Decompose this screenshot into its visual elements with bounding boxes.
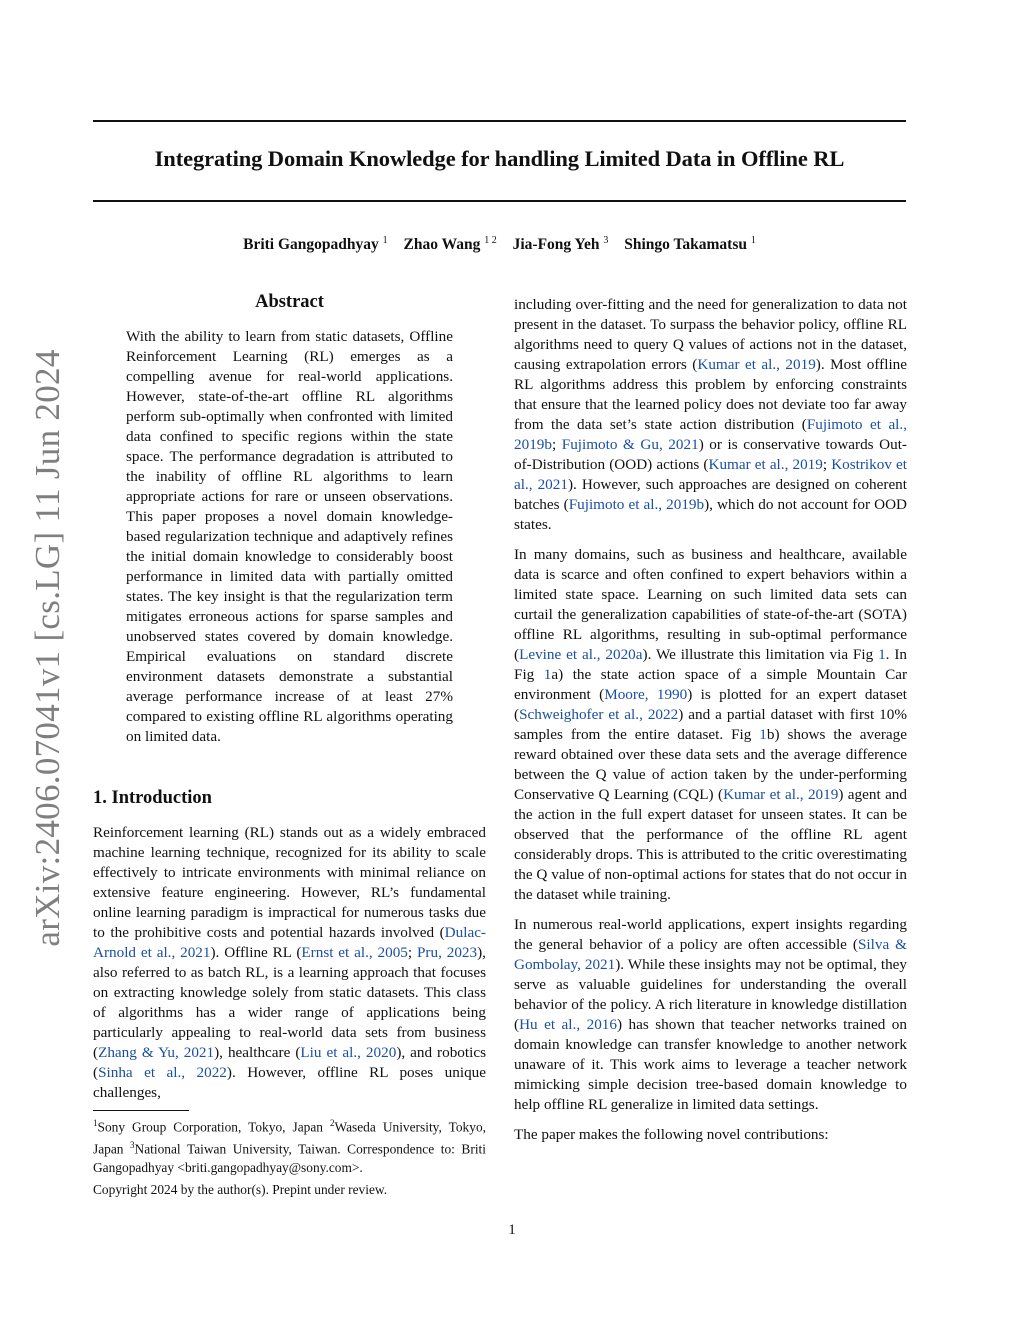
paragraph: In numerous real-world applications, expert insights regarding the general behavior of a policy are often accessible (Silva & Gombolay, 2021). While these insights may not be optimal, they serve as valuable guidelines for understanding the overall behavior of the policy. A rich literature in knowledge distillation (Hu et al., 2016) has shown that teacher networks trained on domain knowledge can transfer knowledge to another network unaware of it. This work aims to leverage a teacher network mimicking simple decision tree-based domain knowledge to help offline RL generalize in limited data settings. xyxy=(514,916,907,1113)
citation-link[interactable]: Fujimoto et al., 2019b xyxy=(568,496,705,513)
citation-link[interactable]: Zhang & Yu, 2021 xyxy=(98,1044,215,1061)
paragraph: Reinforcement learning (RL) stands out as a widely embraced machine learning technique, recognized for its ability to scale effectively to intricate environments with minimal reliance on extensive feature engineering. However, RL’s fundamental online learning paradigm is impractical for numerous tasks due to the prohibitive costs and potential hazards involved (Dulac-Arnold et al., 2021). Offline RL (Ernst et al., 2005; Pru, 2023), also referred to as batch RL, is a learning approach that focuses on extracting knowledge solely from static datasets. This class of algorithms has a wider range of applications being particularly appealing to real-world data sets from business (Zhang & Yu, 2021), healthcare (Liu et al., 2020), and robotics (Sinha et al., 2022). However, offline RL poses unique challenges, xyxy=(93,824,487,1101)
introduction-column xyxy=(93,823,486,1103)
citation-link[interactable]: Kostrikov et al., 2021 xyxy=(514,456,907,493)
author-name: Briti Gangopadhyay xyxy=(243,236,379,254)
author-list xyxy=(93,235,906,254)
citation-link[interactable]: Moore, 1990 xyxy=(604,686,688,703)
title-rule-bottom xyxy=(93,200,906,202)
citation-link[interactable]: Fujimoto et al., 2019b xyxy=(514,416,907,453)
paper-title: Integrating Domain Knowledge for handling Limited Data in Offline RL xyxy=(154,146,845,171)
author xyxy=(404,236,497,253)
copyright-notice: Copyright 2024 by the author(s). Prepint under review. xyxy=(93,1182,388,1197)
citation-link[interactable]: Silva & Gombolay, 2021 xyxy=(514,936,907,973)
section-heading-introduction: 1. Introduction xyxy=(93,788,212,808)
citation-link[interactable]: Pru, 2023 xyxy=(416,944,478,961)
abstract-heading: Abstract xyxy=(255,292,324,312)
author-name: Zhao Wang xyxy=(403,236,481,254)
affiliation-footnote: $^1$Sony Group Corporation, Tokyo, Japan $^2$Waseda University, Tokyo, Japan $^3$National Taiwan University, Taiwan. Correspondence to: Briti Gangopadhyay <briti.gangopadhyay@sony.com>. xyxy=(93,1118,486,1175)
citation-link[interactable]: Kumar et al., 2019 xyxy=(708,456,823,473)
right-column xyxy=(514,295,907,1145)
figure-ref-link[interactable]: 1 xyxy=(543,666,552,683)
citation-link[interactable]: Kumar et al., 2019 xyxy=(697,356,816,373)
figure-ref-link[interactable]: 1 xyxy=(759,726,767,743)
citation-link[interactable]: Ernst et al., 2005 xyxy=(301,944,408,961)
author-affiliation: 1 xyxy=(382,235,388,246)
author xyxy=(243,236,388,253)
citation-link[interactable]: Dulac-Arnold et al., 2021 xyxy=(93,924,486,961)
citation-link[interactable]: Hu et al., 2016 xyxy=(519,1016,617,1033)
paragraph: The paper makes the following novel contributions: xyxy=(514,1126,829,1143)
author-affiliation: 1 xyxy=(750,235,756,246)
citation-link[interactable]: Fujimoto & Gu, 2021 xyxy=(561,436,699,453)
author xyxy=(513,236,609,253)
author-name: Jia-Fong Yeh xyxy=(512,236,600,254)
arxiv-identifier-stamp: arXiv:2406.07041v1 [cs.LG] 11 Jun 2024 xyxy=(28,349,67,947)
paragraph: In many domains, such as business and healthcare, available data is scarce and often confined to expert behaviors within a limited state space. Learning on such limited data sets can curtail the generalization capabilities of state-of-the-art (SOTA) offline RL algorithms, resulting in sub-optimal performance (Levine et al., 2020a). We illustrate this limitation via Fig 1. In Fig 1a) the state action space of a simple Mountain Car environment (Moore, 1990) is plotted for an expert dataset (Schweighofer et al., 2022) and a partial dataset with first 10% samples from the entire dataset. Fig 1b) shows the average reward obtained over these data sets and the average difference between the Q value of action taken by the under-performing Conservative Q Learning (CQL) (Kumar et al., 2019) agent and the action in the full expert dataset for unseen states. It can be observed that the performance of the offline RL agent considerably drops. This is attributed to the critic overestimating the Q value of non-optimal actions for states that do not occur in the dataset while training. xyxy=(514,546,908,903)
citation-link[interactable]: Sinha et al., 2022 xyxy=(98,1064,227,1081)
author-affiliation: 1 2 xyxy=(484,235,497,246)
author-name: Shingo Takamatsu xyxy=(624,236,747,254)
author xyxy=(624,236,756,253)
paragraph: including over-fitting and the need for generalization to data not present in the dataset. To surpass the behavior policy, offline RL algorithms need to query Q values of actions not in the dataset, causing extrapolation errors (Kumar et al., 2019). Most offline RL algorithms address this problem by enforcing constraints that ensure that the learned policy does not deviate too far away from the data set’s state action distribution (Fujimoto et al., 2019b; Fujimoto & Gu, 2021) or is conservative towards Out-of-Distribution (OOD) actions (Kumar et al., 2019; Kostrikov et al., 2021). However, such approaches are designed on coherent batches (Fujimoto et al., 2019b), which do not account for OOD states. xyxy=(514,296,908,533)
figure-ref-link[interactable]: 1 xyxy=(878,646,886,663)
author-affiliation: 3 xyxy=(603,235,609,246)
title-rule-top xyxy=(93,120,906,122)
citation-link[interactable]: Kumar et al., 2019 xyxy=(723,786,839,803)
citation-link[interactable]: Schweighofer et al., 2022 xyxy=(519,706,679,723)
citation-link[interactable]: Liu et al., 2020 xyxy=(300,1044,397,1061)
footnote-rule xyxy=(93,1110,189,1111)
citation-link[interactable]: Levine et al., 2020a xyxy=(519,646,643,663)
page-number: 1 xyxy=(508,1222,516,1238)
abstract-text: With the ability to learn from static datasets, Offline Reinforcement Learning (RL) emerges as a compelling avenue for real-world applications. However, state-of-the-art offline RL algorithms perform sub-optimally when confronted with limited data confined to specific regions within the state space. The performance degradation is attributed to the inability of offline RL algorithms to learn appropriate actions for rare or unseen observations. This paper proposes a novel domain knowledge-based regularization technique and adaptively refines the initial domain knowledge to considerably boost performance in limited data with partially omitted states. The key insight is that the regularization term mitigates erroneous actions for sparse samples and unobserved states covered by domain knowledge. Empirical evaluations on standard discrete environment datasets demonstrate a substantial average performance increase of at least 27% compared to existing offline RL algorithms operating on limited data. xyxy=(126,328,453,745)
